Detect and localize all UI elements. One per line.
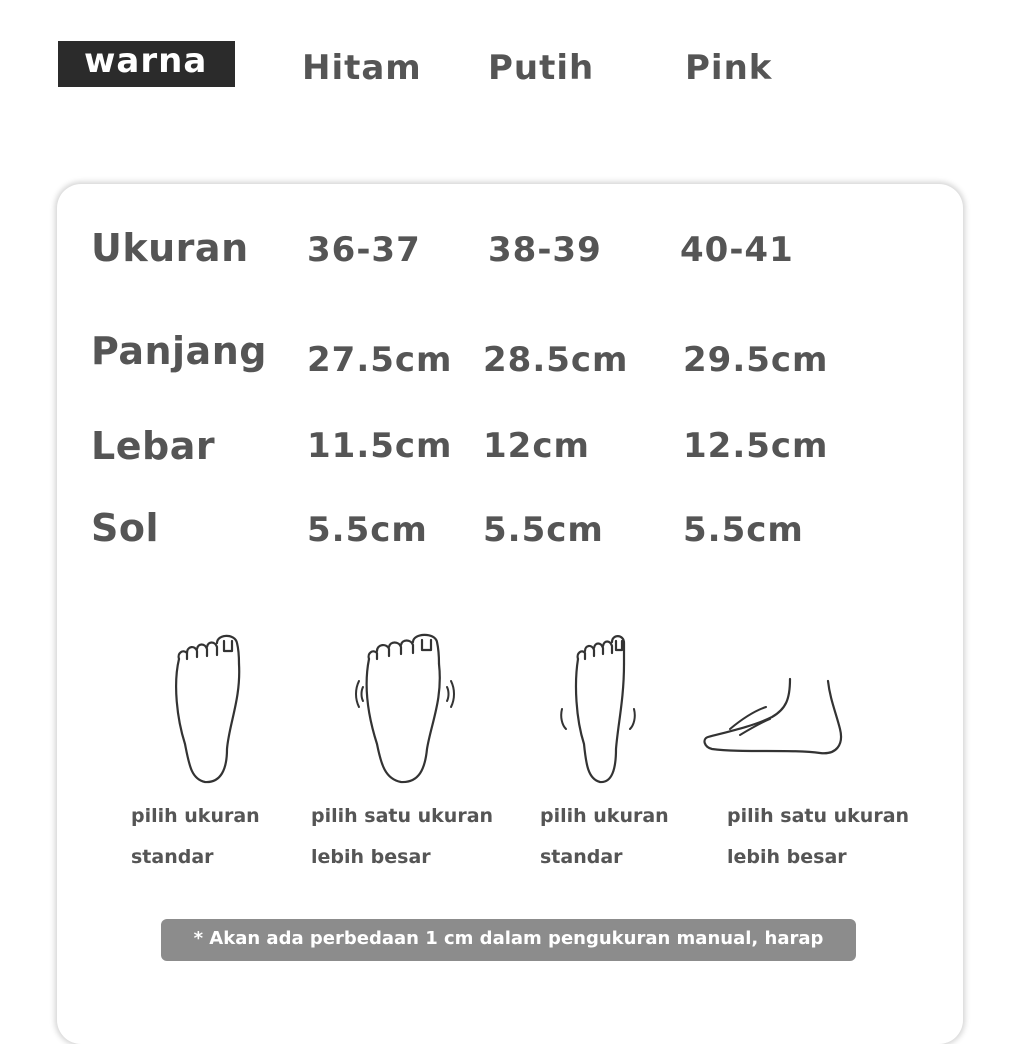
foot-caption-high-instep [727, 796, 909, 878]
foot-caption-wide [311, 796, 493, 878]
sole-cell: 5.5cm [307, 510, 428, 550]
caption-line: pilih ukuran [540, 805, 669, 827]
size-cell: 36-37 [307, 230, 421, 270]
wide-foot-icon [347, 629, 467, 799]
size-chart-card [57, 184, 963, 1044]
width-cell: 12cm [483, 426, 590, 466]
color-option-putih: Putih [488, 48, 595, 88]
foot-caption-narrow [540, 796, 669, 878]
length-cell: 29.5cm [683, 340, 829, 380]
color-label: warna [58, 41, 235, 87]
caption-line: lebih besar [311, 846, 431, 868]
foot-caption-normal [131, 796, 260, 878]
normal-foot-icon [147, 629, 267, 799]
measurement-note: * Akan ada perbedaan 1 cm dalam pengukuran manual, harap dipaham [161, 919, 856, 961]
width-cell: 11.5cm [307, 426, 453, 466]
size-cell: 40-41 [680, 230, 794, 270]
row-label-sol: Sol [91, 506, 159, 550]
narrow-foot-icon [540, 629, 660, 799]
length-cell: 28.5cm [483, 340, 629, 380]
row-label-ukuran: Ukuran [91, 226, 249, 270]
caption-line: standar [131, 846, 214, 868]
row-label-panjang: Panjang [91, 329, 267, 373]
color-option-pink: Pink [685, 48, 773, 88]
sole-cell: 5.5cm [683, 510, 804, 550]
caption-line: standar [540, 846, 623, 868]
size-cell: 38-39 [488, 230, 602, 270]
color-option-hitam: Hitam [302, 48, 422, 88]
width-cell: 12.5cm [683, 426, 829, 466]
high-instep-foot-icon [702, 649, 852, 769]
caption-line: pilih satu ukuran [311, 805, 494, 827]
caption-line: lebih besar [727, 846, 847, 868]
caption-line: pilih satu ukuran [727, 805, 910, 827]
sole-cell: 5.5cm [483, 510, 604, 550]
row-label-lebar: Lebar [91, 424, 216, 468]
length-cell: 27.5cm [307, 340, 453, 380]
caption-line: pilih ukuran [131, 805, 260, 827]
